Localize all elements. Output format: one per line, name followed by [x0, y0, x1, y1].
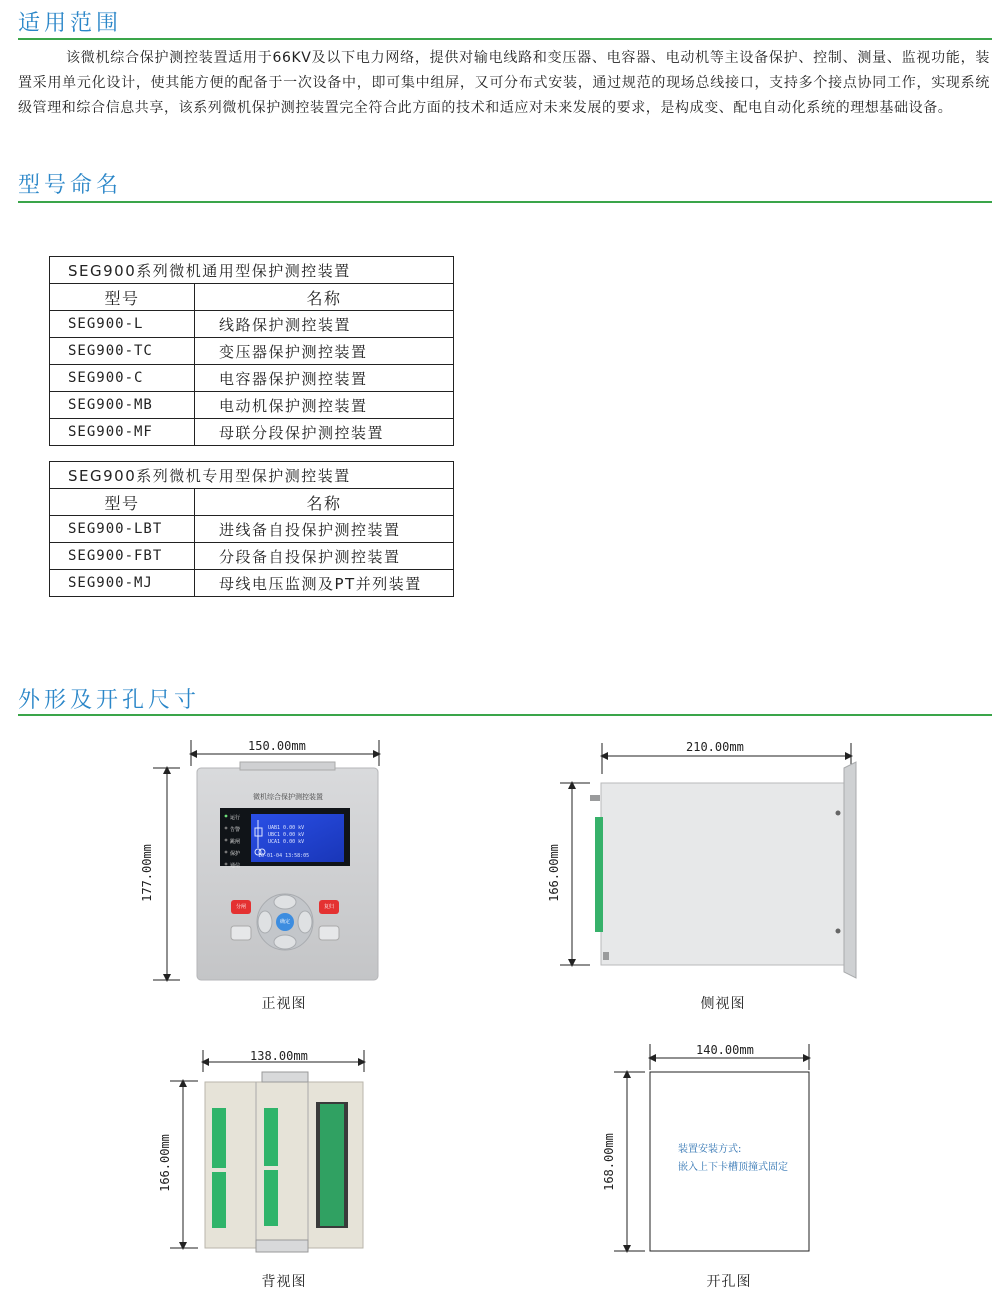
lcd-line: UCA1 0.00 kV [268, 839, 305, 845]
model-code: SEG900-C [50, 365, 195, 392]
back-width-label: 138.00mm [250, 1049, 308, 1063]
section-title-dimensions: 外形及开孔尺寸 [18, 688, 201, 713]
table-caption: SEG900系列微机通用型保护测控装置 [50, 257, 454, 284]
model-code: SEG900-FBT [50, 543, 195, 570]
model-name: 母线电压监测及PT并列装置 [195, 570, 454, 597]
installation-note-body: 嵌入上下卡槽顶撞式固定 [678, 1162, 788, 1173]
cutout-view-caption: 开孔图 [706, 1274, 752, 1290]
front-height-label: 177.00mm [139, 844, 154, 902]
model-name: 母联分段保护测控装置 [195, 419, 454, 446]
lcd-line: UBC1 0.00 kV [268, 832, 305, 838]
model-name: 变压器保护测控装置 [195, 338, 454, 365]
side-height-label: 166.00mm [546, 844, 561, 902]
lcd-line: UAB1 0.00 kV [268, 825, 305, 831]
panel-title: 微机综合保护测控装置 [253, 793, 323, 801]
side-view-device [590, 762, 856, 978]
model-code: SEG900-MJ [50, 570, 195, 597]
model-code: SEG900-TC [50, 338, 195, 365]
intro-paragraph: 该微机综合保护测控装置适用于66KV及以下电力网络，提供对输电线路和变压器、电容器、电动机等主设备保护、控制、测量、监视功能，装置采用单元化设计，使其能方便的配备于一次设备中，即可集中组屏，又可分布式安装，通过规范的现场总线接口，支持多个接点协同工作，实现系统级管理和综合信息共享，该系列微机保护测控装置完全符合此方面的技术和适应对未来发展的要求，是构成变、配电自动化系统的理想基础设备。 [18, 50, 990, 116]
back-view-device [205, 1072, 363, 1252]
model-code: SEG900-MB [50, 392, 195, 419]
model-name: 线路保护测控装置 [195, 311, 454, 338]
table-header-model: 型号 [50, 284, 195, 311]
side-width-label: 210.00mm [686, 740, 744, 754]
front-view-caption: 正视图 [261, 996, 307, 1012]
table-caption: SEG900系列微机专用型保护测控装置 [50, 462, 454, 489]
cutout-height-label: 168.00mm [601, 1133, 616, 1191]
model-code: SEG900-MF [50, 419, 195, 446]
back-view-caption: 背视图 [261, 1274, 307, 1290]
section-title-scope: 适用范围 [18, 11, 123, 36]
installation-note [678, 1141, 788, 1177]
side-view-caption: 侧视图 [700, 996, 746, 1012]
model-name: 电动机保护测控装置 [195, 392, 454, 419]
led-label: 通信 [230, 863, 241, 869]
key-left-label: 分闸 [235, 904, 246, 910]
section-title-naming: 型号命名 [18, 173, 123, 198]
model-name: 分段备自投保护测控装置 [195, 543, 454, 570]
installation-note-title: 装置安装方式: [678, 1144, 742, 1155]
table-header-model: 型号 [50, 489, 195, 516]
key-center-label: 确定 [279, 919, 290, 925]
table-header-name: 名称 [195, 284, 454, 311]
cutout-width-label: 140.00mm [696, 1043, 754, 1057]
led-label: 保护 [230, 851, 241, 857]
lcd-readout [268, 825, 304, 846]
model-code: SEG900-LBT [50, 516, 195, 543]
led-labels [230, 812, 240, 872]
led-label: 跳闸 [230, 839, 241, 845]
model-name: 电容器保护测控装置 [195, 365, 454, 392]
model-name: 进线备自投保护测控装置 [195, 516, 454, 543]
table-header-name: 名称 [195, 489, 454, 516]
front-width-label: 150.00mm [248, 739, 306, 753]
key-right-label: 复归 [323, 904, 334, 910]
back-height-label: 166.00mm [157, 1134, 172, 1192]
model-code: SEG900-L [50, 311, 195, 338]
led-label: 运行 [230, 815, 241, 821]
led-label: 告警 [230, 827, 241, 833]
lcd-time: 16-01-04 13:58:05 [258, 853, 310, 859]
